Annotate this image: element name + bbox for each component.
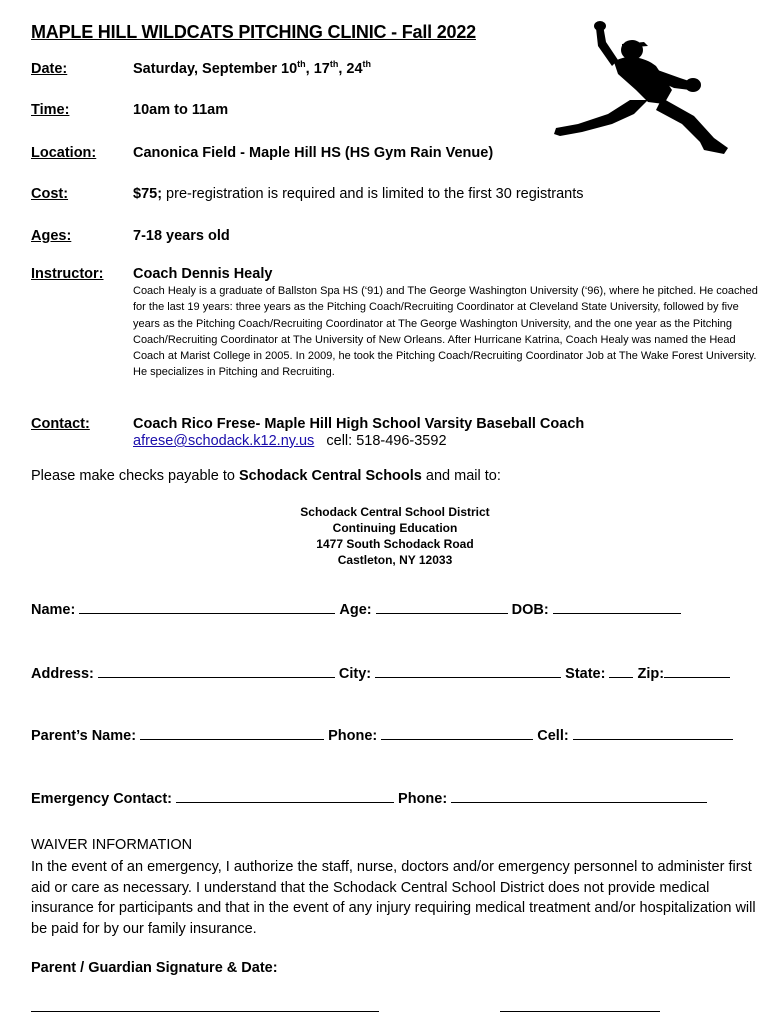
address-line: Castleton, NY 12033 <box>337 553 453 567</box>
emergency-phone-field[interactable] <box>451 788 707 803</box>
waiver-text: In the event of an emergency, I authorize the staff, nurse, doctors and/or emergency personnel to administer first aid or care as necessary. I understand that the Schodack Central School District does not provide medical insurance for participants and that in the event of any injury requiring medical treatment and/or hospitalization will be paid for by our family insurance. <box>31 859 756 937</box>
contact-name: Coach Rico Frese- Maple Hill High School Varsity Baseball Coach <box>133 416 585 432</box>
cell-field[interactable] <box>573 725 733 740</box>
contact-label: Contact: <box>31 416 90 432</box>
ages-value: 7-18 years old <box>133 228 230 244</box>
form-row-emergency <box>31 788 711 807</box>
instructor-bio: Coach Healy is a graduate of Ballston Spa HS (‘91) and The George Washington University (‘96), where he pitched. He coached for the last 19 years: three years as the Pitching Coach/Recruiting Coordinator at Cleveland State University, followed by five years as the Pitching Coach/Recruiting Coordinator at The George Washington University, and the one year as the Pitching Coach/Recruiting Coordinator at The University of New Orleans. After Hurricane Katrina, Coach Healy was named the Head Coach at Marist College in 2005. In 2009, he took the Pitching Coach/Recruiting Coordinator Job at The Wake Forest University. He specializes in Pitching and Recruiting. <box>133 285 758 379</box>
parent-name-label: Parent’s Name: <box>31 728 137 744</box>
zip-label: Zip: <box>637 666 665 682</box>
zip-field[interactable] <box>664 663 730 678</box>
ages-label: Ages: <box>31 228 72 244</box>
emergency-contact-field[interactable] <box>176 788 394 803</box>
time-label: Time: <box>31 102 70 118</box>
state-label: State: <box>565 666 606 682</box>
form-row-name <box>31 599 685 618</box>
waiver-heading: WAIVER INFORMATION <box>31 837 193 853</box>
time-value: 10am to 11am <box>133 102 229 118</box>
payment-instructions: Please make checks payable to Schodack Central Schools and mail to: <box>31 468 501 484</box>
page-title: MAPLE HILL WILDCATS PITCHING CLINIC - Fall 2022 <box>31 22 476 42</box>
emergency-contact-label: Emergency Contact: <box>31 791 173 807</box>
address-field[interactable] <box>98 663 335 678</box>
contact-details <box>133 433 447 449</box>
emergency-phone-label: Phone: <box>398 791 448 807</box>
age-label: Age: <box>339 602 372 618</box>
instructor-name: Coach Dennis Healy <box>133 266 273 282</box>
address-line: Continuing Education <box>332 521 458 535</box>
pitcher-silhouette-icon <box>552 20 732 160</box>
cost-label: Cost: <box>31 186 69 202</box>
contact-email-link[interactable]: afrese@schodack.k12.ny.us <box>133 433 315 449</box>
city-label: City: <box>338 666 372 682</box>
mailing-address <box>0 504 768 568</box>
phone-field[interactable] <box>381 725 533 740</box>
name-label: Name: <box>31 602 76 618</box>
contact-cell: cell: 518-496-3592 <box>326 433 447 449</box>
signature-date-field[interactable] <box>500 1011 660 1012</box>
date-value: Saturday, September 10th, 17th, 24th <box>133 59 372 77</box>
location-label: Location: <box>31 145 97 161</box>
form-row-parent <box>31 725 737 744</box>
city-field[interactable] <box>375 663 561 678</box>
cost-value: $75; pre-registration is required and is limited to the first 30 registrants <box>133 186 584 202</box>
dob-field[interactable] <box>553 599 681 614</box>
address-line: Schodack Central School District <box>300 505 490 519</box>
instructor-label: Instructor: <box>31 266 104 282</box>
parent-name-field[interactable] <box>140 725 324 740</box>
cell-label: Cell: <box>537 728 569 744</box>
signature-label: Parent / Guardian Signature & Date: <box>31 960 278 976</box>
address-label: Address: <box>31 666 94 682</box>
signature-field[interactable] <box>31 1011 379 1012</box>
name-field[interactable] <box>79 599 335 614</box>
age-field[interactable] <box>376 599 508 614</box>
state-field[interactable] <box>609 663 633 678</box>
date-label: Date: <box>31 61 68 77</box>
dob-label: DOB: <box>511 602 549 618</box>
phone-label: Phone: <box>328 728 378 744</box>
form-row-address <box>31 663 734 682</box>
location-value: Canonica Field - Maple Hill HS (HS Gym Rain Venue) <box>133 145 494 161</box>
address-line: 1477 South Schodack Road <box>316 537 474 551</box>
